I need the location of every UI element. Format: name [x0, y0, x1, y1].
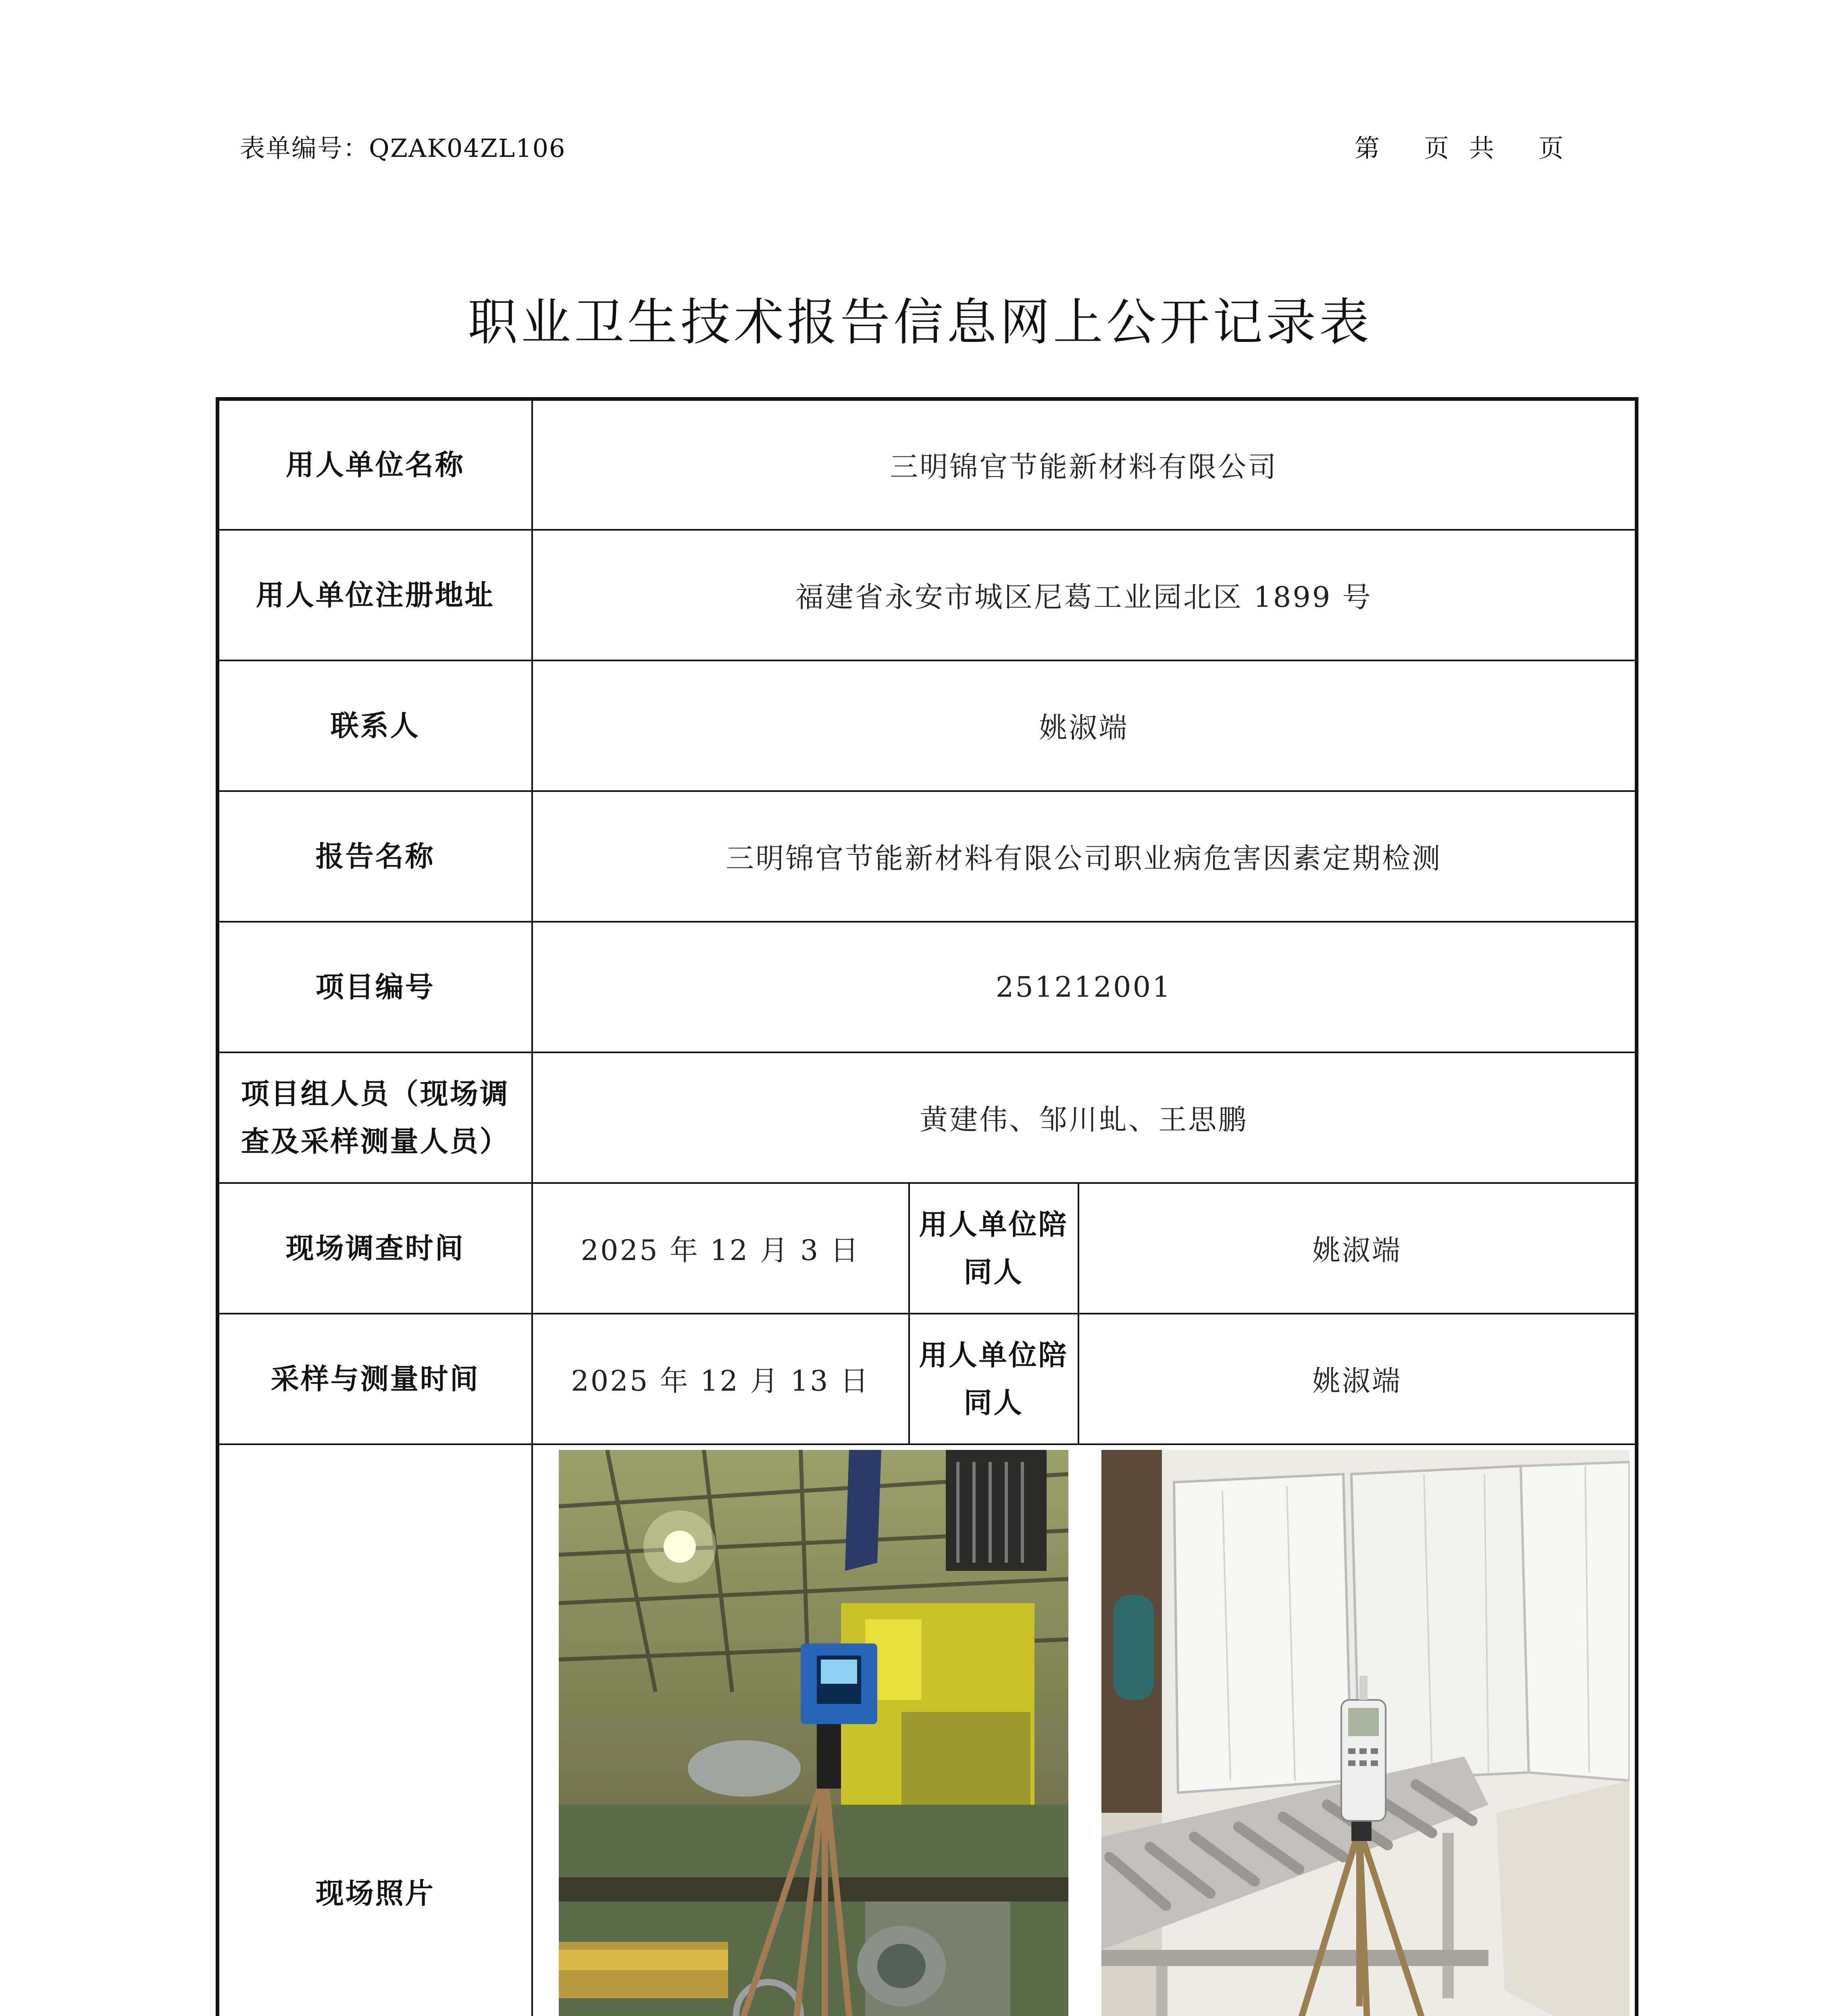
row-photos [218, 1444, 1637, 2016]
value-sampling-time: 2025 年 12 月 13 日 [532, 1314, 909, 1444]
row-contact [218, 660, 1637, 791]
label-survey-companion: 用人单位陪同人 [909, 1183, 1078, 1314]
row-project-no [218, 922, 1637, 1052]
row-sampling-time [218, 1314, 1637, 1444]
page-gong: 共 [1469, 133, 1494, 163]
value-project-no: 251212001 [532, 922, 1637, 1052]
site-photo-conveyor [1101, 1450, 1630, 2016]
value-sampling-companion: 姚淑端 [1078, 1314, 1637, 1444]
row-employer-address [218, 530, 1637, 660]
label-sampling-companion: 用人单位陪同人 [909, 1314, 1078, 1444]
value-team: 黄建伟、邹川虬、王思鹏 [532, 1052, 1637, 1183]
page-title: 职业卫生技术报告信息网上公开记录表 [467, 294, 1372, 352]
value-contact: 姚淑端 [532, 660, 1637, 791]
label-employer-name: 用人单位名称 [218, 399, 532, 530]
photos-cell [532, 1444, 1637, 2016]
label-employer-address: 用人单位注册地址 [218, 530, 532, 660]
value-report-name: 三明锦官节能新材料有限公司职业病危害因素定期检测 [532, 791, 1637, 922]
label-sampling-time: 采样与测量时间 [218, 1314, 532, 1444]
page-di: 第 [1355, 133, 1380, 163]
row-report-name [218, 791, 1637, 922]
label-photos: 现场照片 [218, 1444, 532, 2016]
page-indicator [1355, 128, 1563, 164]
value-employer-address: 福建省永安市城区尼葛工业园北区 1899 号 [532, 530, 1637, 660]
record-table [216, 397, 1638, 2016]
label-project-no: 项目编号 [218, 922, 532, 1052]
site-photo-machinery [559, 1450, 1068, 2016]
label-survey-time: 现场调查时间 [218, 1183, 532, 1314]
label-contact: 联系人 [218, 660, 532, 791]
row-employer-name [218, 399, 1637, 530]
value-survey-time: 2025 年 12 月 3 日 [532, 1183, 909, 1314]
label-report-name: 报告名称 [218, 791, 532, 922]
page-ye-2: 页 [1538, 133, 1564, 163]
form-number: 表单编号：QZAK04ZL106 [240, 133, 566, 163]
label-team: 项目组人员（现场调查及采样测量人员） [218, 1052, 532, 1183]
value-employer-name: 三明锦官节能新材料有限公司 [532, 399, 1637, 530]
row-survey-time [218, 1183, 1637, 1314]
value-survey-companion: 姚淑端 [1078, 1183, 1637, 1314]
row-team [218, 1052, 1637, 1183]
page-ye-1: 页 [1424, 133, 1449, 163]
